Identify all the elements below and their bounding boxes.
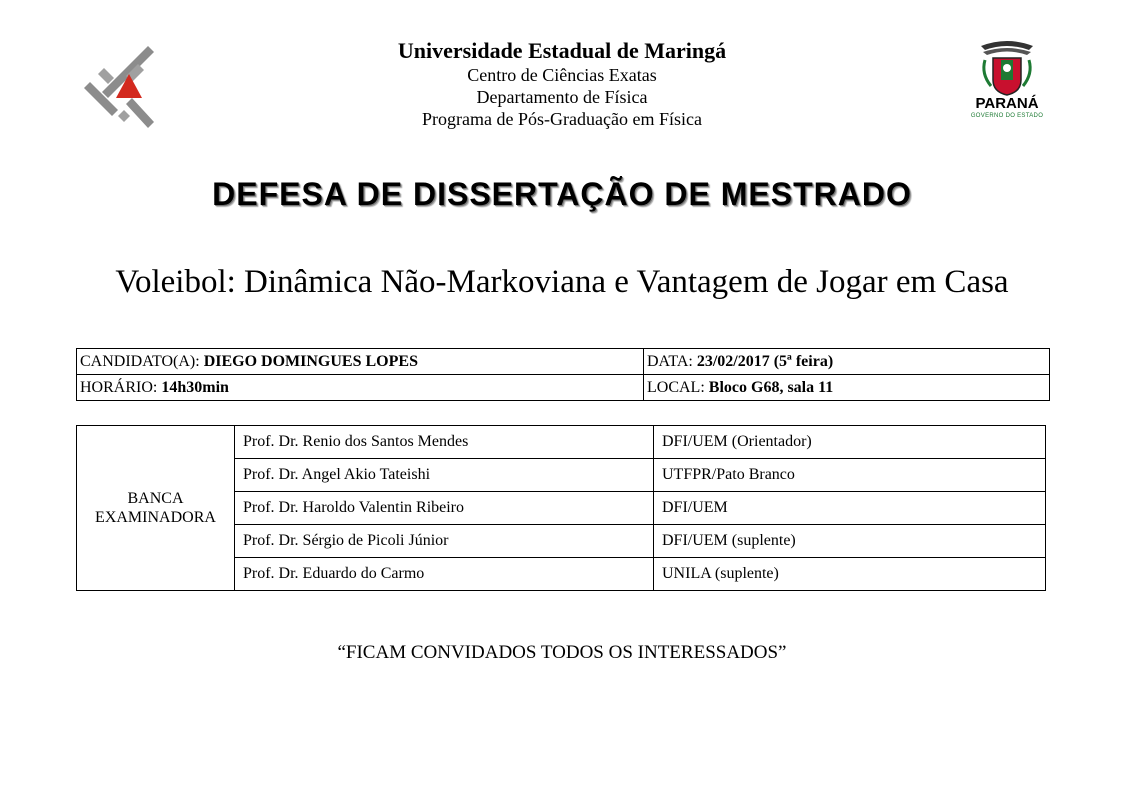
member-name: Prof. Dr. Haroldo Valentin Ribeiro bbox=[235, 492, 654, 525]
member-affiliation: DFI/UEM bbox=[654, 492, 1046, 525]
member-affiliation: DFI/UEM (Orientador) bbox=[654, 426, 1046, 459]
member-name: Prof. Dr. Angel Akio Tateishi bbox=[235, 459, 654, 492]
committee-label-line2: EXAMINADORA bbox=[95, 509, 216, 526]
member-name: Prof. Dr. Sérgio de Picoli Júnior bbox=[235, 525, 654, 558]
member-name: Prof. Dr. Renio dos Santos Mendes bbox=[235, 426, 654, 459]
committee-label-line1: BANCA bbox=[127, 490, 184, 507]
time-label: HORÁRIO: bbox=[80, 378, 158, 396]
table-row bbox=[77, 349, 1050, 375]
member-name: Prof. Dr. Eduardo do Carmo bbox=[235, 558, 654, 591]
place-label: LOCAL: bbox=[647, 378, 705, 396]
date-value: 23/02/2017 (5ª feira) bbox=[696, 352, 834, 370]
parana-logo bbox=[962, 38, 1052, 132]
time-value: 14h30min bbox=[161, 378, 229, 396]
candidate-cell bbox=[77, 349, 644, 375]
place-cell bbox=[644, 375, 1050, 401]
invitation-text: “FICAM CONVIDADOS TODOS OS INTERESSADOS” bbox=[337, 642, 787, 663]
table-row bbox=[77, 375, 1050, 401]
candidate-name: DIEGO DOMINGUES LOPES bbox=[203, 352, 418, 370]
place-value: Bloco G68, sala 11 bbox=[708, 378, 834, 396]
department-name: Departamento de Física bbox=[476, 87, 648, 107]
institution-header bbox=[0, 38, 1122, 130]
time-cell bbox=[77, 375, 644, 401]
parana-subtitle: GOVERNO DO ESTADO bbox=[970, 113, 1044, 119]
member-affiliation: UNILA (suplente) bbox=[654, 558, 1046, 591]
committee-table bbox=[76, 425, 1046, 591]
candidate-label: CANDIDATO(A): bbox=[80, 352, 200, 370]
committee-label-cell bbox=[77, 426, 235, 591]
defense-info-table bbox=[76, 348, 1050, 401]
center-name: Centro de Ciências Exatas bbox=[467, 65, 657, 85]
parana-coat-of-arms-icon bbox=[977, 38, 1037, 96]
table-row bbox=[77, 426, 1046, 459]
document-heading: DEFESA DE DISSERTAÇÃO DE MESTRADO bbox=[212, 176, 912, 212]
thesis-title: Voleibol: Dinâmica Não-Markoviana e Vantagem de Jogar em Casa bbox=[115, 264, 1009, 300]
date-label: DATA: bbox=[647, 352, 693, 370]
parana-name: PARANÁ bbox=[975, 95, 1039, 112]
university-name: Universidade Estadual de Maringá bbox=[397, 38, 727, 63]
date-cell bbox=[644, 349, 1050, 375]
member-affiliation: UTFPR/Pato Branco bbox=[654, 459, 1046, 492]
member-affiliation: DFI/UEM (suplente) bbox=[654, 525, 1046, 558]
program-name: Programa de Pós-Graduação em Física bbox=[422, 109, 702, 129]
